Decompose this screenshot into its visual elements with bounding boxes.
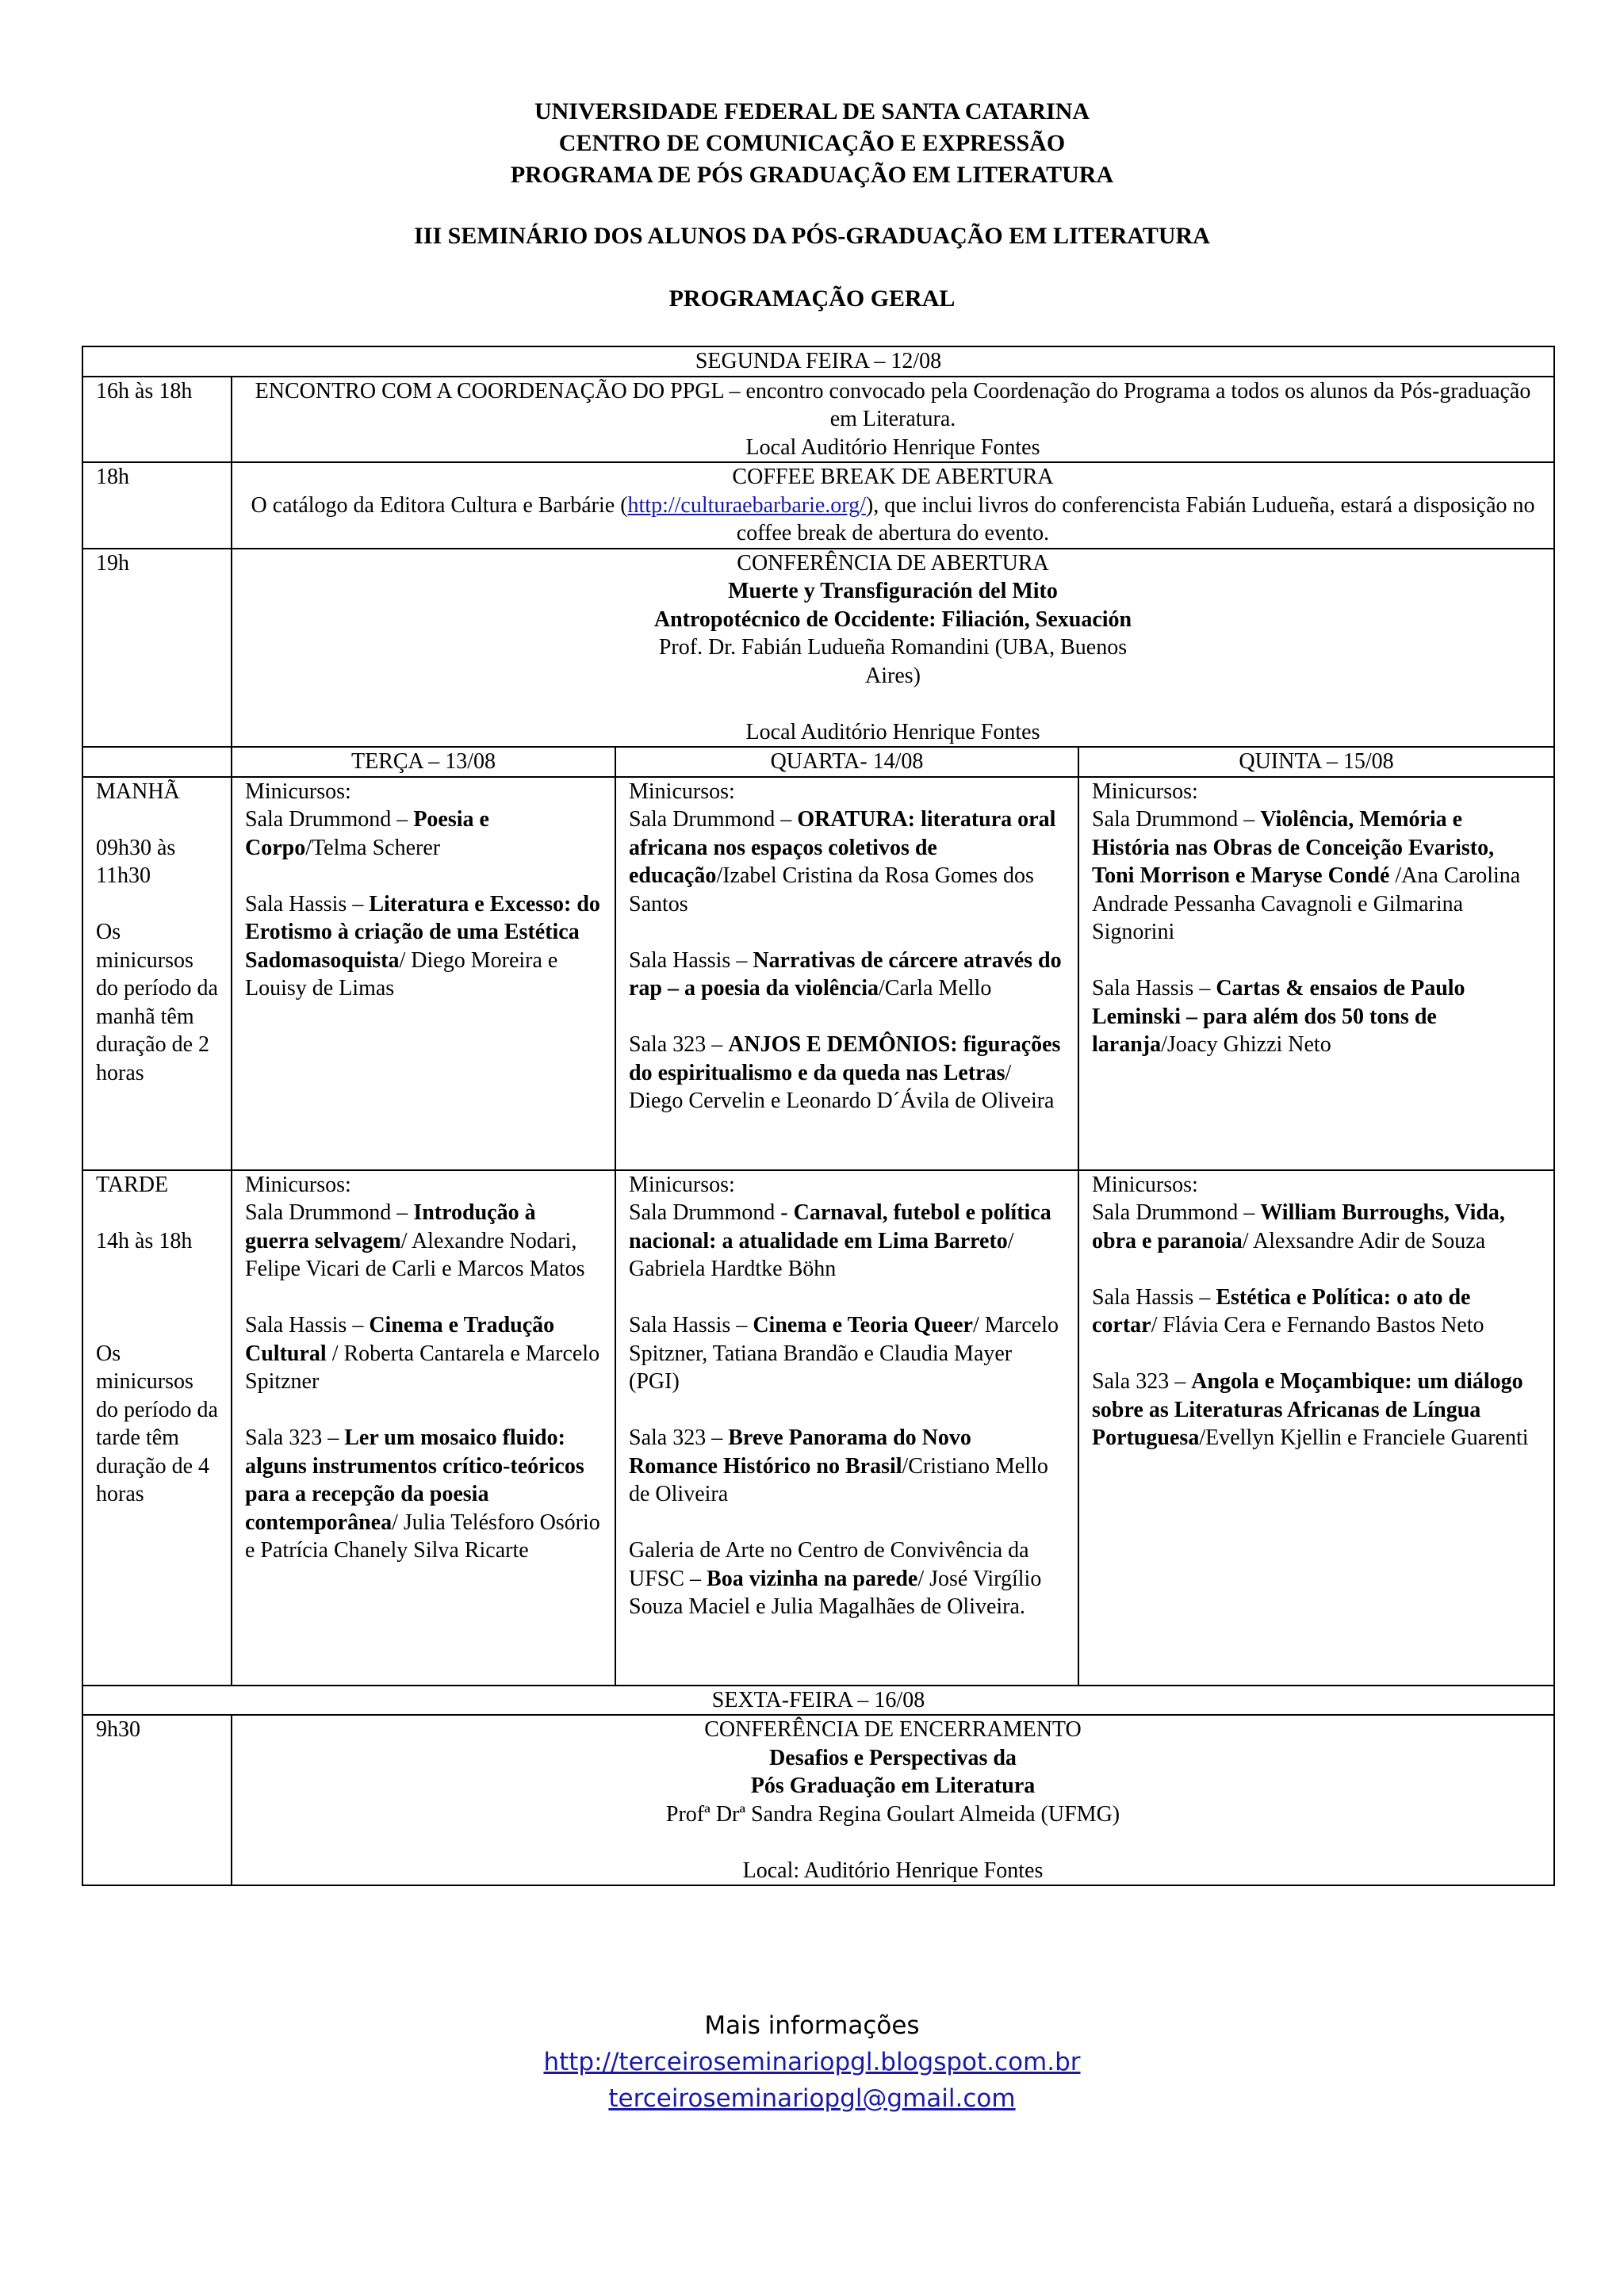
spacer [96,890,218,919]
course-room: Sala Drummond - [629,1200,794,1225]
spacer [96,1255,218,1284]
course-title: Carnaval, futebol e política nacional: a atualidade em Lima Barreto [629,1200,1051,1253]
course-title: Angola e Moçambique: um diálogo sobre as Literaturas Africanas de Língua Portuguesa [1092,1369,1523,1450]
course-instructors: / Alexsandre Adir de Souza [1242,1228,1486,1253]
course-cell [232,1170,615,1686]
spacer [245,862,602,890]
course-room: Sala Drummond – [245,1200,414,1225]
course-instructors: /Carla Mello [879,976,992,1001]
period-time: 09h30 às 11h30 [96,835,176,888]
spacer [245,690,1541,718]
program-table [82,346,1555,1886]
course-room: Sala Hassis – [629,947,753,973]
course-title: William Burroughs, Vida, obra e paranoia [1092,1200,1505,1253]
time-cell: 19h [82,549,232,748]
course-room: Sala Hassis – [245,891,370,916]
center-name: CENTRO DE COMUNICAÇÃO E EXPRESSÃO [558,130,1066,156]
course-title: Literatura e Excesso: do Erotismo à criação de uma Estética Sadomasoquista [245,891,600,973]
spacer [629,1396,1065,1425]
coffee-break-title: COFFEE BREAK DE ABERTURA [732,465,1054,489]
day-header-monday: SEGUNDA FEIRA – 12/08 [82,346,1554,377]
speaker-line1: Prof. Dr. Fabián Ludueña Romandini (UBA, Buenos [658,635,1128,660]
spacer [96,1311,218,1340]
time-cell: 9h30 [82,1715,232,1885]
closing-talk-line1: Desafios e Perspectivas da [769,1745,1017,1770]
spacer [245,1284,602,1312]
course-cell [1078,777,1554,1170]
course-instructors: /Joacy Ghizzi Neto [1161,1032,1331,1057]
course-title: Narrativas de cárcere através do rap – a poesia da violência [629,947,1062,1001]
course-title: Cinema e Tradução Cultural [245,1313,555,1366]
course-cell [1078,1170,1554,1686]
course-room: Sala 323 – [629,1032,729,1057]
course-cell [615,1170,1078,1686]
course-room: Sala Drummond – [245,807,414,832]
course-instructors: /Izabel Cristina da Rosa Gomes dos Santos [629,863,1034,916]
course-title: Cinema e Teoria Queer [753,1313,973,1337]
spacer [1092,947,1541,975]
footer-email-row [0,2080,1624,2117]
day-header-friday: SEXTA-FEIRA – 16/08 [82,1686,1554,1716]
table-row [82,1715,1554,1885]
closing-conference-cell [232,1715,1554,1885]
spacer [245,1828,1541,1857]
talk-title-line1: Muerte y Transfiguración del Mito [728,579,1058,603]
course-cell [232,777,615,1170]
closing-speaker: Profª Drª Sandra Regina Goulart Almeida (UFMG) [665,1801,1120,1827]
spacer [1092,1340,1541,1368]
course-room: Sala Drummond – [1092,1200,1261,1225]
catalog-link[interactable]: http://culturaebarbarie.org/ [627,492,866,518]
course-room: Sala Drummond – [1092,807,1261,832]
seminar-title: III SEMINÁRIO DOS ALUNOS DA PÓS-GRADUAÇÃO EM LITERATURA [414,223,1210,249]
course-instructors: / Alexandre Nodari, Felipe Vicari de Carli e Marcos Matos [245,1228,585,1281]
course-instructors: / Flávia Cera e Fernando Bastos Neto [1151,1313,1484,1337]
table-row [82,377,1554,463]
empty-cell [82,747,232,777]
spacer [96,806,218,834]
time-cell: 18h [82,462,232,549]
monday-header-row [82,346,1554,377]
day-header-wednesday: QUARTA- 14/08 [615,747,1078,777]
course-instructors: / Diego Cervelin e Leonardo D´Ávila de Oliveira [629,1060,1055,1113]
course-instructors: / Marcelo Spitzner, Tatiana Brandão e Claudia Mayer (PGI) [629,1313,1059,1394]
closing-conference-local: Local: Auditório Henrique Fontes [742,1858,1044,1883]
course-title: Estética e Política: o ato de cortar [1092,1284,1471,1337]
table-row [82,462,1554,549]
course-instructors: /Cristiano Mello de Oliveira [629,1453,1048,1506]
course-room: Sala 323 – [245,1425,345,1450]
weekday-header-row [82,747,1554,777]
course-heading: Minicursos: [245,1172,351,1197]
meeting-text: ENCONTRO COM A COORDENAÇÃO DO PPGL – encontro convocado pela Coordenação do Programa a todos os alunos da Pós-graduação em Literatura. [255,378,1531,431]
time-cell: 16h às 18h [82,377,232,463]
course-instructors: / Roberta Cantarela e Marcelo Spitzner [245,1341,600,1394]
course-room: Sala Drummond – [629,807,798,832]
meeting-local: Local Auditório Henrique Fontes [745,434,1040,460]
catalog-text-after: ), que inclui livros do conferencista Fabián Ludueña, estará a disposição no coffee break de abertura do evento. [736,492,1535,545]
email-link[interactable]: terceiroseminariopgl@gmail.com [608,2084,1016,2113]
spacer [629,1284,1065,1312]
course-title: ORATURA: literatura oral africana nos espaços coletivos de educação [629,807,1056,888]
course-title: Cartas & ensaios de Paulo Leminski – para além dos 50 tons de laranja [1092,976,1465,1057]
course-title: Violência, Memória e História nas Obras de Conceição Evaristo, Toni Morrison e Maryse Condé [1092,807,1495,888]
course-heading: Minicursos: [629,779,735,804]
course-title: Poesia e Corpo [245,807,489,860]
spacer [629,918,1065,947]
opening-conference-local: Local Auditório Henrique Fontes [745,719,1040,744]
closing-talk-line2: Pós Graduação em Literatura [750,1774,1036,1798]
course-title: Ler um mosaico fluido: alguns instrumentos crítico-teóricos para a recepção da poesia contemporânea [245,1425,584,1535]
period-note: Os minicursos do período da tarde têm duração de 4 horas [96,1341,218,1506]
course-title: ANJOS E DEMÔNIOS: figurações do espiritualismo e da queda nas Letras [629,1032,1061,1085]
spacer [629,1003,1065,1031]
period-cell-afternoon [82,1170,232,1686]
course-room: Sala 323 – [629,1425,729,1450]
course-heading: Minicursos: [1092,1172,1198,1197]
spacer [245,1396,602,1425]
period-cell-morning [82,777,232,1170]
closing-conference-title: CONFERÊNCIA DE ENCERRAMENTO [704,1717,1082,1742]
friday-header-row [82,1686,1554,1716]
spacer [629,1509,1065,1537]
coffee-break-cell [232,462,1554,549]
university-name: UNIVERSIDADE FEDERAL DE SANTA CATARINA [534,98,1090,124]
opening-conference-title: CONFERÊNCIA DE ABERTURA [737,550,1049,576]
talk-title-line2: Antropotécnico de Occidente: Filiación, Sexuación [653,607,1132,632]
spacer [1092,1255,1541,1284]
spacer [96,1284,218,1312]
period-time: 14h às 18h [96,1228,193,1253]
footer-url-row [0,2044,1624,2080]
period-label: MANHÃ [96,779,180,804]
opening-conference-cell [232,549,1554,748]
course-heading: Minicursos: [245,779,351,804]
afternoon-row [82,1170,1554,1686]
course-room: Sala Hassis – [1092,976,1216,1001]
morning-row [82,777,1554,1170]
period-note: Os minicursos do período da manhã têm duração de 2 horas [96,920,218,1085]
course-room: Sala 323 – [1092,1369,1192,1394]
meeting-cell [232,377,1554,463]
course-room: Sala Hassis – [629,1313,753,1337]
course-title: Breve Panorama do Novo Romance Histórico no Brasil [629,1425,971,1479]
period-label: TARDE [96,1172,169,1197]
more-info-label: Mais informações [704,2011,920,2040]
blog-link[interactable]: http://terceiroseminariopgl.blogspot.com.br [543,2048,1081,2076]
day-header-tuesday: TERÇA – 13/08 [232,747,615,777]
program-name: PROGRAMA DE PÓS GRADUAÇÃO EM LITERATURA [510,162,1114,188]
course-room: Sala Hassis – [245,1313,370,1337]
course-instructors: / Gabriela Hardtke Böhn [629,1228,1014,1281]
course-cell [615,777,1078,1170]
course-title: Introdução à guerra selvagem [245,1200,536,1253]
day-header-thursday: QUINTA – 15/08 [1078,747,1554,777]
course-instructors: / José Virgílio Souza Maciel e Julia Magalhães de Oliveira. [629,1566,1042,1619]
course-room: Galeria de Arte no Centro de Convivência da UFSC – [629,1538,1029,1591]
course-heading: Minicursos: [1092,779,1198,804]
course-instructors: / Julia Telésforo Osório e Patrícia Chanely Silva Ricarte [245,1510,600,1563]
spacer [96,1199,218,1227]
course-instructors: /Evellyn Kjellin e Franciele Guarenti [1199,1425,1529,1450]
page-title: PROGRAMAÇÃO GERAL [668,285,956,312]
table-row [82,549,1554,748]
course-title: Boa vizinha na parede [707,1566,918,1591]
course-heading: Minicursos: [629,1172,735,1197]
course-instructors: /Ana Carolina Andrade Pessanha Cavagnoli e Gilmarina Signorini [1092,863,1521,944]
catalog-text-before: O catálogo da Editora Cultura e Barbárie ( [251,492,628,518]
course-instructors: /Telma Scherer [305,835,441,860]
course-instructors: / Diego Moreira e Louisy de Limas [245,947,558,1001]
speaker-line2: Aires) [865,663,921,688]
course-room: Sala Hassis – [1092,1284,1216,1310]
